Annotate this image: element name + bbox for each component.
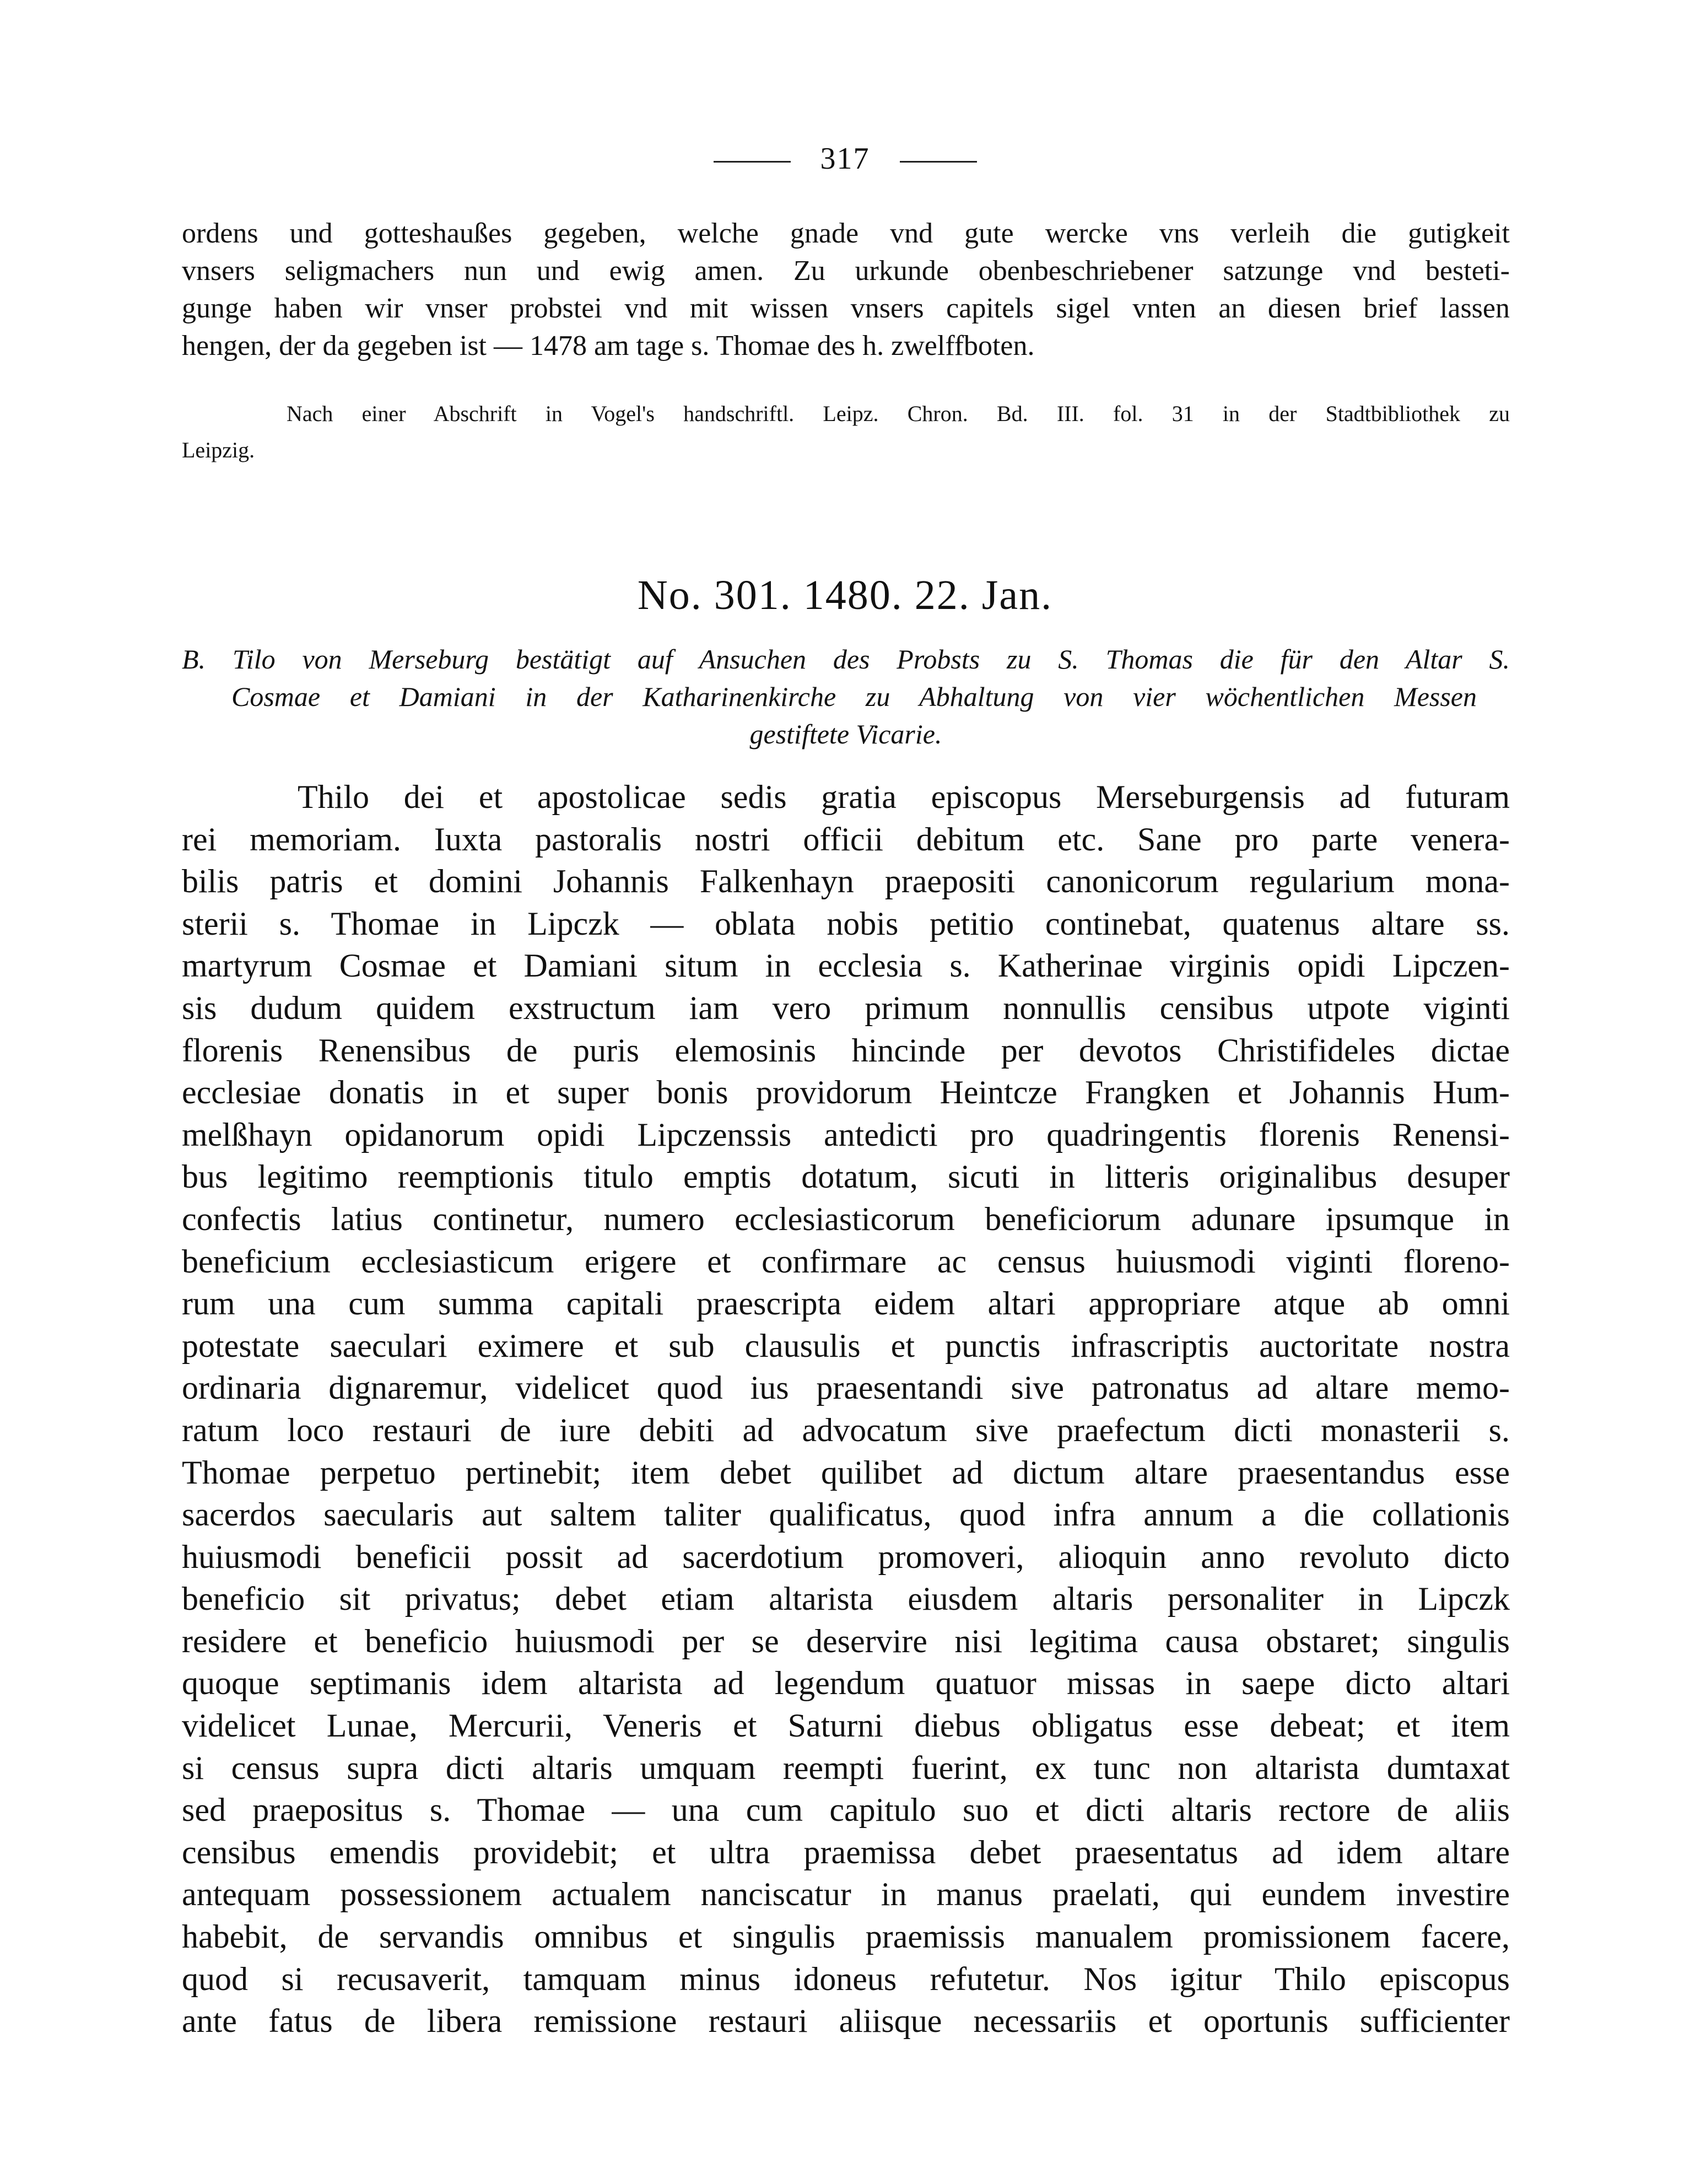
body-line: sis dudum quidem exstructum iam vero primum nonnullis censibus utpote viginti [182,989,1510,1026]
body-line: quoque septimanis idem altarista ad legendum quatuor missas in saepe dicto altari [182,1665,1510,1702]
body-line: beneficium ecclesiasticum erigere et confirmare ac census huiusmodi viginti floreno- [182,1243,1510,1280]
text-line: gunge haben wir vnser probstei vnd mit wissen vnsers capitels sigel vnten an diesen brief lassen [182,293,1510,324]
body-line: censibus emendis providebit; et ultra praemissa debet praesentatus ad idem altare [182,1834,1510,1870]
text-line: ordens und gotteshaußes gegeben, welche gnade vnd gute wercke vns verleih die gutigkeit [182,218,1510,249]
body-line: ante fatus de libera remissione restauri aliisque necessariis et oportunis sufficienter [182,2003,1510,2040]
body-line: bus legitimo reemptionis titulo emptis dotatum, sicuti in litteris originalibus desuper [182,1158,1510,1195]
text-line: hengen, der da gegeben ist — 1478 am tage s. Thomae des h. zwelffboten. [182,330,1035,362]
continuation-paragraph [182,215,1510,365]
body-line: si census supra dicti altaris umquam reempti fuerint, ex tunc non altarista dumtaxat [182,1749,1510,1786]
document-title: No. 301. 1480. 22. Jan. [637,572,1053,618]
body-line: antequam possessionem actualem nanciscatur in manus praelati, qui eundem investire [182,1876,1510,1913]
summary-line: Cosmae et Damiani in der Katharinenkirche zu Abhaltung von vier wöchentlichen Messen [231,681,1477,712]
body-line: ratum loco restauri de iure debiti ad advocatum sive praefectum dicti monasterii s. [182,1411,1510,1448]
document-body [182,776,1510,2042]
source-note [182,396,1510,468]
body-line: Thomae perpetuo pertinebit; item debet quilibet ad dictum altare praesentandus esse [182,1454,1510,1491]
body-line: florenis Renensibus de puris elemosinis hincinde per devotos Christifideles dictae [182,1032,1510,1069]
note-line: Nach einer Abschrift in Vogel's handschriftl. Leipz. Chron. Bd. III. fol. 31 in der Stadtbibliothek zu [287,401,1510,426]
body-line: bilis patris et domini Johannis Falkenhayn praepositi canonicorum regularium mona- [182,863,1510,900]
summary-line: gestiftete Vicarie. [749,719,942,749]
body-line: habebit, de servandis omnibus et singulis praemissis manualem promissionem facere, [182,1918,1510,1955]
body-line: videlicet Lunae, Mercurii, Veneris et Saturni diebus obligatus esse debeat; et item [182,1707,1510,1744]
body-line: confectis latius continetur, numero ecclesiasticorum beneficiorum adunare ipsumque in [182,1200,1510,1237]
body-line: martyrum Cosmae et Damiani situm in ecclesia s. Katherinae virginis opidi Lipczen- [182,947,1510,984]
body-line: Thilo dei et apostolicae sedis gratia episcopus Merseburgensis ad futuram [298,779,1510,815]
page-header [0,137,1690,181]
body-line: ecclesiae donatis in et super bonis providorum Heintcze Frangken et Johannis Hum- [182,1074,1510,1111]
body-line: residere et beneficio huiusmodi per se deservire nisi legitima causa obstaret; singulis [182,1622,1510,1659]
note-line: Leipzig. [182,438,255,462]
body-line: melßhayn opidanorum opidi Lipczenssis antedicti pro quadringentis florenis Renensi- [182,1116,1510,1153]
header-dash-right [900,161,977,163]
body-line: ordinaria dignaremur, videlicet quod ius praesentandi sive patronatus ad altare memo- [182,1369,1510,1406]
header-dash-left [714,161,791,163]
text-line: vnsers seligmachers nun und ewig amen. Zu urkunde obenbeschriebener satzunge vnd besteti- [182,255,1510,287]
body-line: sterii s. Thomae in Lipczk — oblata nobis petitio continebat, quatenus altare ss. [182,905,1510,942]
body-line: beneficio sit privatus; debet etiam altarista eiusdem altaris personaliter in Lipczk [182,1581,1510,1617]
body-line: potestate saeculari eximere et sub clausulis et punctis infrascriptis auctoritate nostra [182,1327,1510,1364]
page-number: 317 [820,142,870,176]
body-line: huiusmodi beneficii possit ad sacerdotium promoveri, alioquin anno revoluto dicto [182,1538,1510,1575]
summary-line: B. Tilo von Merseburg bestätigt auf Ansuchen des Probsts zu S. Thomas die für den Altar S. [182,644,1510,675]
body-line: rum una cum summa capitali praescripta eidem altari appropriare atque ab omni [182,1285,1510,1322]
body-line: rei memoriam. Iuxta pastoralis nostri officii debitum etc. Sane pro parte venera- [182,821,1510,858]
body-line: sed praepositus s. Thomae — una cum capitulo suo et dicti altaris rectore de aliis [182,1792,1510,1829]
document-summary [182,640,1510,753]
body-line: sacerdos saecularis aut saltem taliter qualificatus, quod infra annum a die collationis [182,1496,1510,1533]
body-line: quod si recusaverit, tamquam minus idoneus refutetur. Nos igitur Thilo episcopus [182,1960,1510,1997]
